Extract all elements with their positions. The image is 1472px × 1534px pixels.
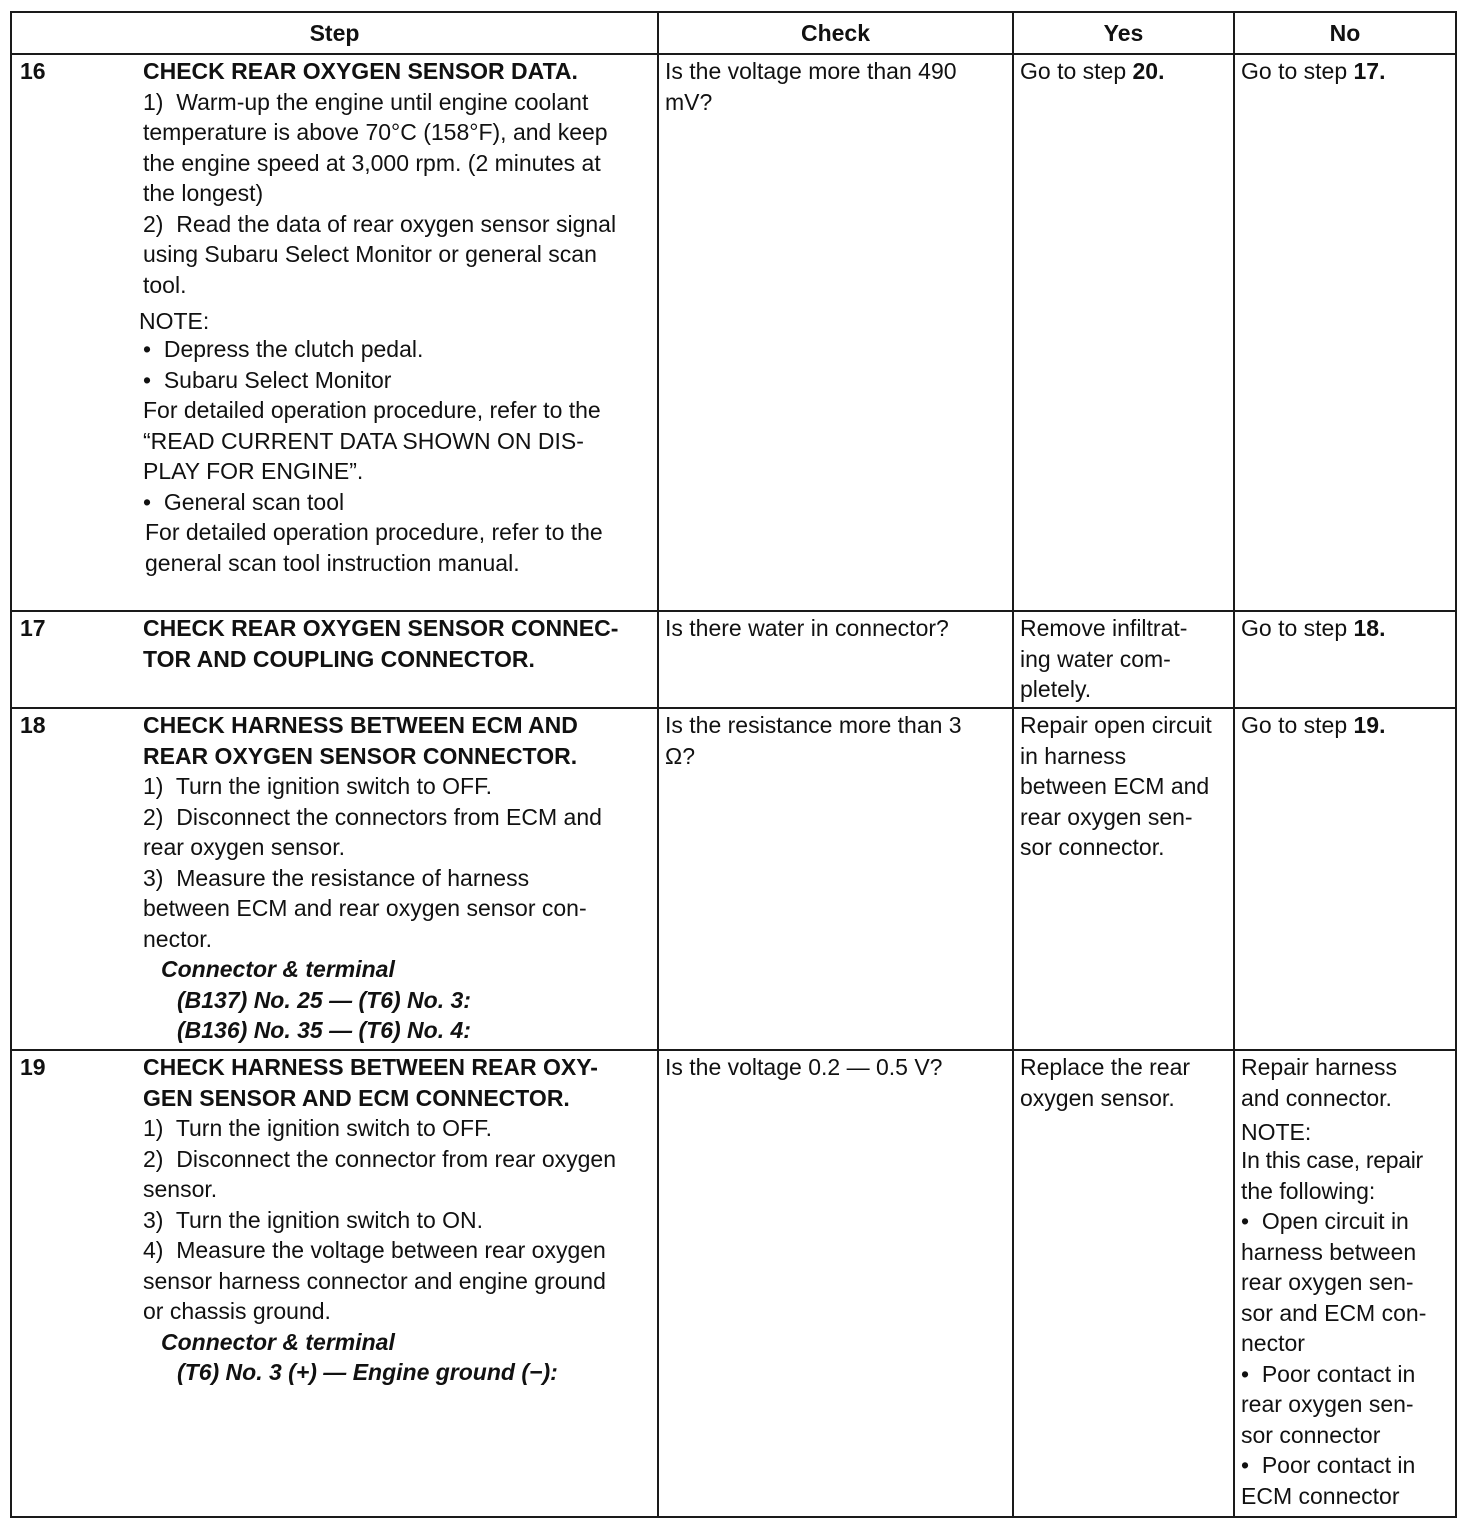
troubleshooting-table <box>10 11 1457 1518</box>
step-title: CHECK HARNESS BETWEEN REAR OXY- GEN SENSOR AND ECM CONNECTOR. <box>143 1054 598 1111</box>
yes-cell: Replace the rear oxygen sensor. <box>1013 1050 1234 1517</box>
header-check: Check <box>658 12 1013 54</box>
note-label: NOTE: <box>139 308 210 334</box>
step-title: CHECK HARNESS BETWEEN ECM AND REAR OXYGEN SENSOR CONNECTOR. <box>143 712 578 769</box>
header-yes: Yes <box>1013 12 1234 54</box>
table-row-17 <box>11 611 1456 708</box>
no-cell: Repair harness and connector. NOTE: In this case, repair the following: • Open circuit in harness between rear oxygen sen- sor and ECM con- nector • Poor contact in rear oxygen sen- sor connector • Poor contact in ECM connector <box>1234 1050 1456 1517</box>
step-number: 16 <box>11 54 131 611</box>
yes-cell: Remove infiltrat- ing water com- pletely. <box>1013 611 1234 708</box>
step-number: 17 <box>11 611 131 708</box>
connector-terminal: Connector & terminal (T6) No. 3 (+) — Engine ground (−): <box>143 1327 651 1388</box>
step-instructions: 1) Turn the ignition switch to OFF. 2) Disconnect the connector from rear oxygen sensor. 3) Turn the ignition switch to ON. 4) Measure the voltage between rear oxygen sensor harness connector and engine ground or chassis ground. <box>143 1115 617 1324</box>
step-instructions: 1) Turn the ignition switch to OFF. 2) Disconnect the connectors from ECM and rear oxygen sensor. 3) Measure the resistance of harness between ECM and rear oxygen sensor con- nector. <box>143 773 602 952</box>
step-description <box>131 708 658 1050</box>
check-cell: Is the voltage more than 490 mV? <box>658 54 1013 611</box>
table-row-19 <box>11 1050 1456 1517</box>
step-note: NOTE: • Depress the clutch pedal. • Subaru Select Monitor For detailed operation procedure, refer to the “READ CURRENT DATA SHOWN ON DIS- PLAY FOR ENGINE”. • General scan tool For detailed operation procedure, refer to the general scan tool instruction manual. <box>139 308 651 578</box>
table-row-16 <box>11 54 1456 611</box>
no-cell: Go to step 18. <box>1234 611 1456 708</box>
no-cell: Go to step 19. <box>1234 708 1456 1050</box>
header-row <box>11 12 1456 54</box>
check-cell: Is there water in connector? <box>658 611 1013 708</box>
no-cell: Go to step 17. <box>1234 54 1456 611</box>
step-description <box>131 54 658 611</box>
check-cell: Is the resistance more than 3 Ω? <box>658 708 1013 1050</box>
note-label: NOTE: <box>1241 1119 1312 1145</box>
step-description <box>131 1050 658 1517</box>
header-step: Step <box>11 12 658 54</box>
step-number: 19 <box>11 1050 131 1517</box>
yes-cell: Go to step 20. <box>1013 54 1234 611</box>
step-instructions: 1) Warm-up the engine until engine coolant temperature is above 70°C (158°F), and keep the engine speed at 3,000 rpm. (2 minutes at the longest) 2) Read the data of rear oxygen sensor signal using Subaru Select Monitor or general scan tool. <box>143 88 617 298</box>
yes-cell: Repair open circuit in harness between ECM and rear oxygen sen- sor connector. <box>1013 708 1234 1050</box>
header-no: No <box>1234 12 1456 54</box>
step-title: CHECK REAR OXYGEN SENSOR CONNEC- TOR AND COUPLING CONNECTOR. <box>143 615 619 672</box>
connector-label: Connector & terminal <box>161 1328 395 1355</box>
table-row-18 <box>11 708 1456 1050</box>
connector-label: Connector & terminal <box>161 956 395 982</box>
step-title: CHECK REAR OXYGEN SENSOR DATA. <box>143 58 578 84</box>
step-description <box>131 611 658 708</box>
check-cell: Is the voltage 0.2 — 0.5 V? <box>658 1050 1013 1517</box>
step-number: 18 <box>11 708 131 1050</box>
connector-terminal: Connector & terminal (B137) No. 25 — (T6) No. 3: (B136) No. 35 — (T6) No. 4: <box>143 954 651 1046</box>
